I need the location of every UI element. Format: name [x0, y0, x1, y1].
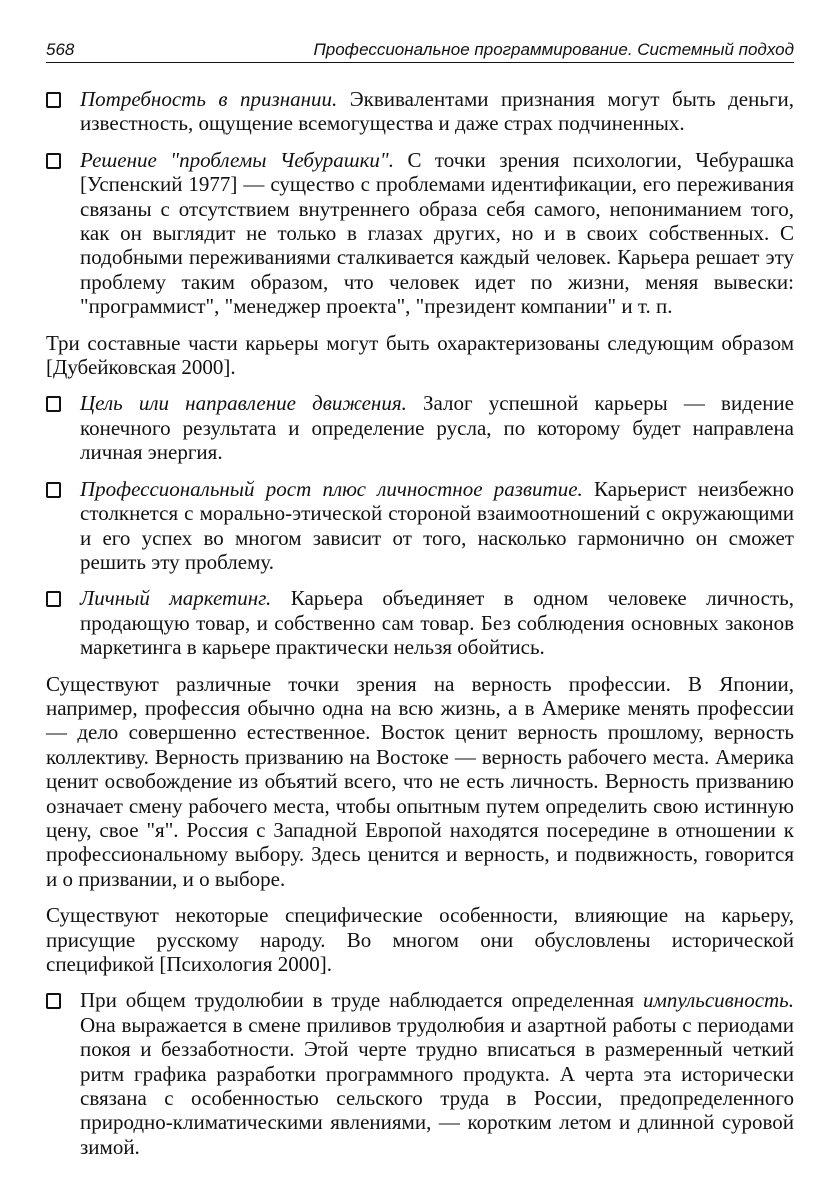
checkbox-bullet-icon — [46, 92, 61, 108]
list-item — [46, 87, 794, 136]
checkbox-bullet-icon — [46, 153, 61, 169]
list-item-text: Личный маркетинг. Карьера объединяет в одном человеке личность, продающую товар, и собственно сам товар. Без соблюдения основных законов маркетинга в карьере практически нельзя обойтись. — [80, 586, 794, 660]
checkbox-bullet-icon — [46, 591, 61, 607]
list-item-term: импульсивность. — [642, 988, 794, 1013]
checkbox-bullet-icon — [46, 993, 61, 1009]
list-item — [46, 391, 794, 464]
checkbox-bullet-icon — [46, 482, 61, 498]
running-title: Профессиональное программирование. Системный подход — [313, 40, 794, 59]
list-item — [46, 477, 794, 575]
page-header — [46, 40, 794, 63]
checkbox-bullet-icon — [46, 396, 61, 412]
page-number: 568 — [46, 40, 75, 59]
list-item-text: Профессиональный рост плюс личностное развитие. Карьерист неизбежно столкнется с морально-этической стороной взаимоотношений с окружающими и его успех во многом зависит от того, насколько гармонично он сможет решить эту проблему. — [80, 476, 794, 574]
list-item-term: Личный маркетинг. — [80, 586, 272, 611]
list-item — [46, 586, 794, 659]
list-item-text: Цель или направление движения. Залог успешной карьеры — видение конечного результата и определение русла, по которому будет направлена личная энергия. — [80, 391, 794, 465]
list-item-term: Профессиональный рост плюс личностное развитие. — [80, 476, 583, 501]
paragraph: Существуют различные точки зрения на верность профессии. В Японии, например, профессия обычно одна на всю жизнь, а в Америке менять профессии — дело совершенно естественное. Восток ценит верность прошлому, верность коллективу. Верность призванию на Востоке — верность рабочего места. Америка ценит освобождение из объятий всего, что не есть личность. Верность призванию означает смену рабочего места, чтобы опытным путем определить свою истинную цену, свое "я". Россия с Западной Европой находятся посередине в отношении к профессиональному выбору. Здесь ценится и верность, и подвижность, говорится и о призвании, и о выборе. — [46, 671, 794, 891]
list-item-term: Решение "проблемы Чебурашки". — [80, 147, 394, 172]
list-item-term: Потребность в признании. — [80, 87, 338, 111]
list-item-text: Решение "проблемы Чебурашки". С точки зрения психологии, Чебурашка [Успенский 1977] — существо с проблемами идентификации, его переживания связаны с отсутствием внутреннего образа себя самого, непониманием того, как он выглядит не только в глазах других, но и в своих собственных. С подобными переживаниями сталкивается каждый человек. Карьера решает эту проблему таким образом, что человек идет по жизни, меняя вывески: "программист", "менеджер проекта", "президент компании" и т. п. — [80, 147, 794, 319]
list-item-text: При общем трудолюбии в труде наблюдается определенная импульсивность. Она выражается в смене приливов трудолюбия и азартной работы с периодами покоя и беззаботности. Этой черте трудно вписаться в размеренный четкий ритм графика разработки программного продукта. А черта эта исторически связана с особенностью сельского труда в России, предопределенного природно-климатическими явлениями, — коротким летом и длинной суровой зимой. — [80, 988, 794, 1159]
paragraph: Три составные части карьеры могут быть охарактеризованы следующим образом [Дубейковская 2000]. — [46, 330, 794, 380]
list-item — [46, 988, 794, 1159]
list-item-term: Цель или направление движения. — [80, 391, 407, 416]
list-item-text: Потребность в признании. Эквивалентами признания могут быть деньги, известность, ощущение всемогущества и даже страх подчиненных. — [80, 87, 794, 136]
list-item — [46, 148, 794, 319]
page-body — [46, 87, 794, 1171]
paragraph: Существуют некоторые специфические особенности, влияющие на карьеру, присущие русскому народу. Во многом они обусловлены исторической спецификой [Психология 2000]. — [46, 903, 794, 976]
